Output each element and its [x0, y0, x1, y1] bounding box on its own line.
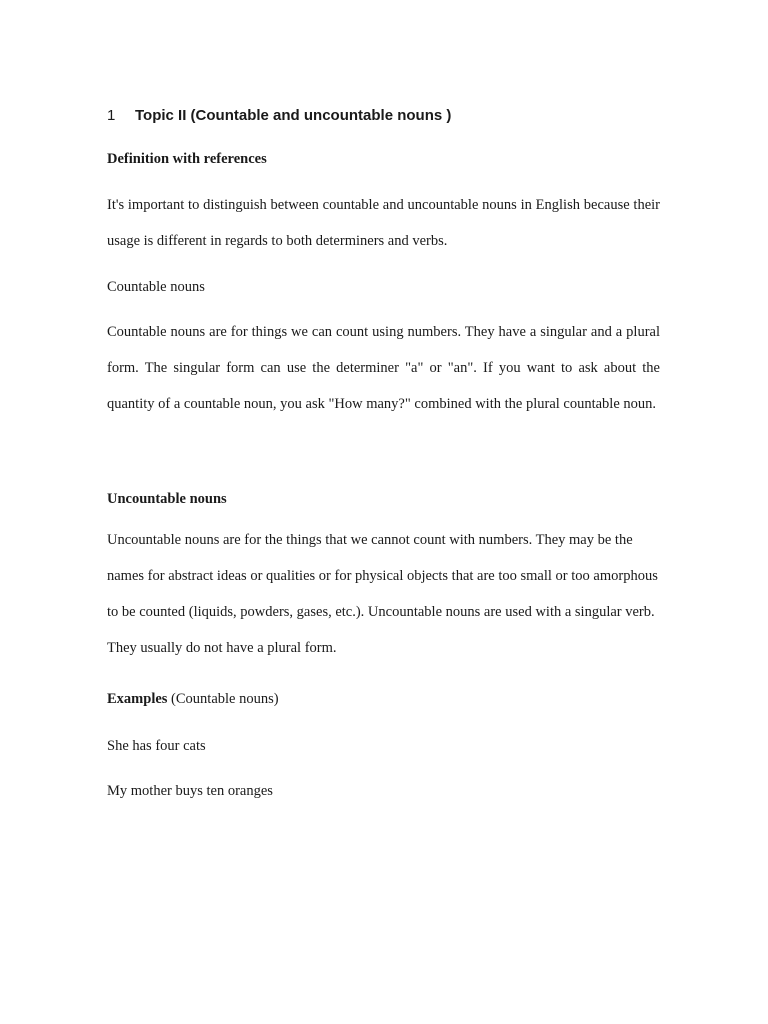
- topic-title: Topic II (Countable and uncountable nouns ): [135, 107, 452, 124]
- examples-heading: [107, 689, 660, 709]
- definition-heading: Definition with references: [107, 151, 267, 167]
- countable-nouns-subheading: Countable nouns: [107, 279, 205, 295]
- example-sentence-2: My mother buys ten oranges: [107, 783, 273, 799]
- examples-note: (Countable nouns): [167, 691, 279, 707]
- example-sentence-1: She has four cats: [107, 738, 206, 754]
- countable-nouns-paragraph: Countable nouns are for things we can count using numbers. They have a singular and a plural form. The singular form can use the determiner "a" or "an". If you want to ask about the quantity of a countable noun, you ask "How many?" combined with the plural countable noun.: [107, 324, 660, 412]
- topic-heading: [107, 105, 451, 127]
- uncountable-nouns-paragraph: Uncountable nouns are for the things that we cannot count with numbers. They may be the names for abstract ideas or qualities or for physical objects that are too small or too amorphous to be counted (liquids, powders, gases, etc.). Uncountable nouns are used with a singular verb. They usually do not have a plural form.: [107, 532, 658, 656]
- intro-paragraph: It's important to distinguish between countable and uncountable nouns in English because their usage is different in regards to both determiners and verbs.: [107, 197, 660, 249]
- topic-number: 1: [107, 107, 116, 124]
- examples-label: Examples: [107, 691, 168, 707]
- uncountable-nouns-heading: Uncountable nouns: [107, 491, 227, 507]
